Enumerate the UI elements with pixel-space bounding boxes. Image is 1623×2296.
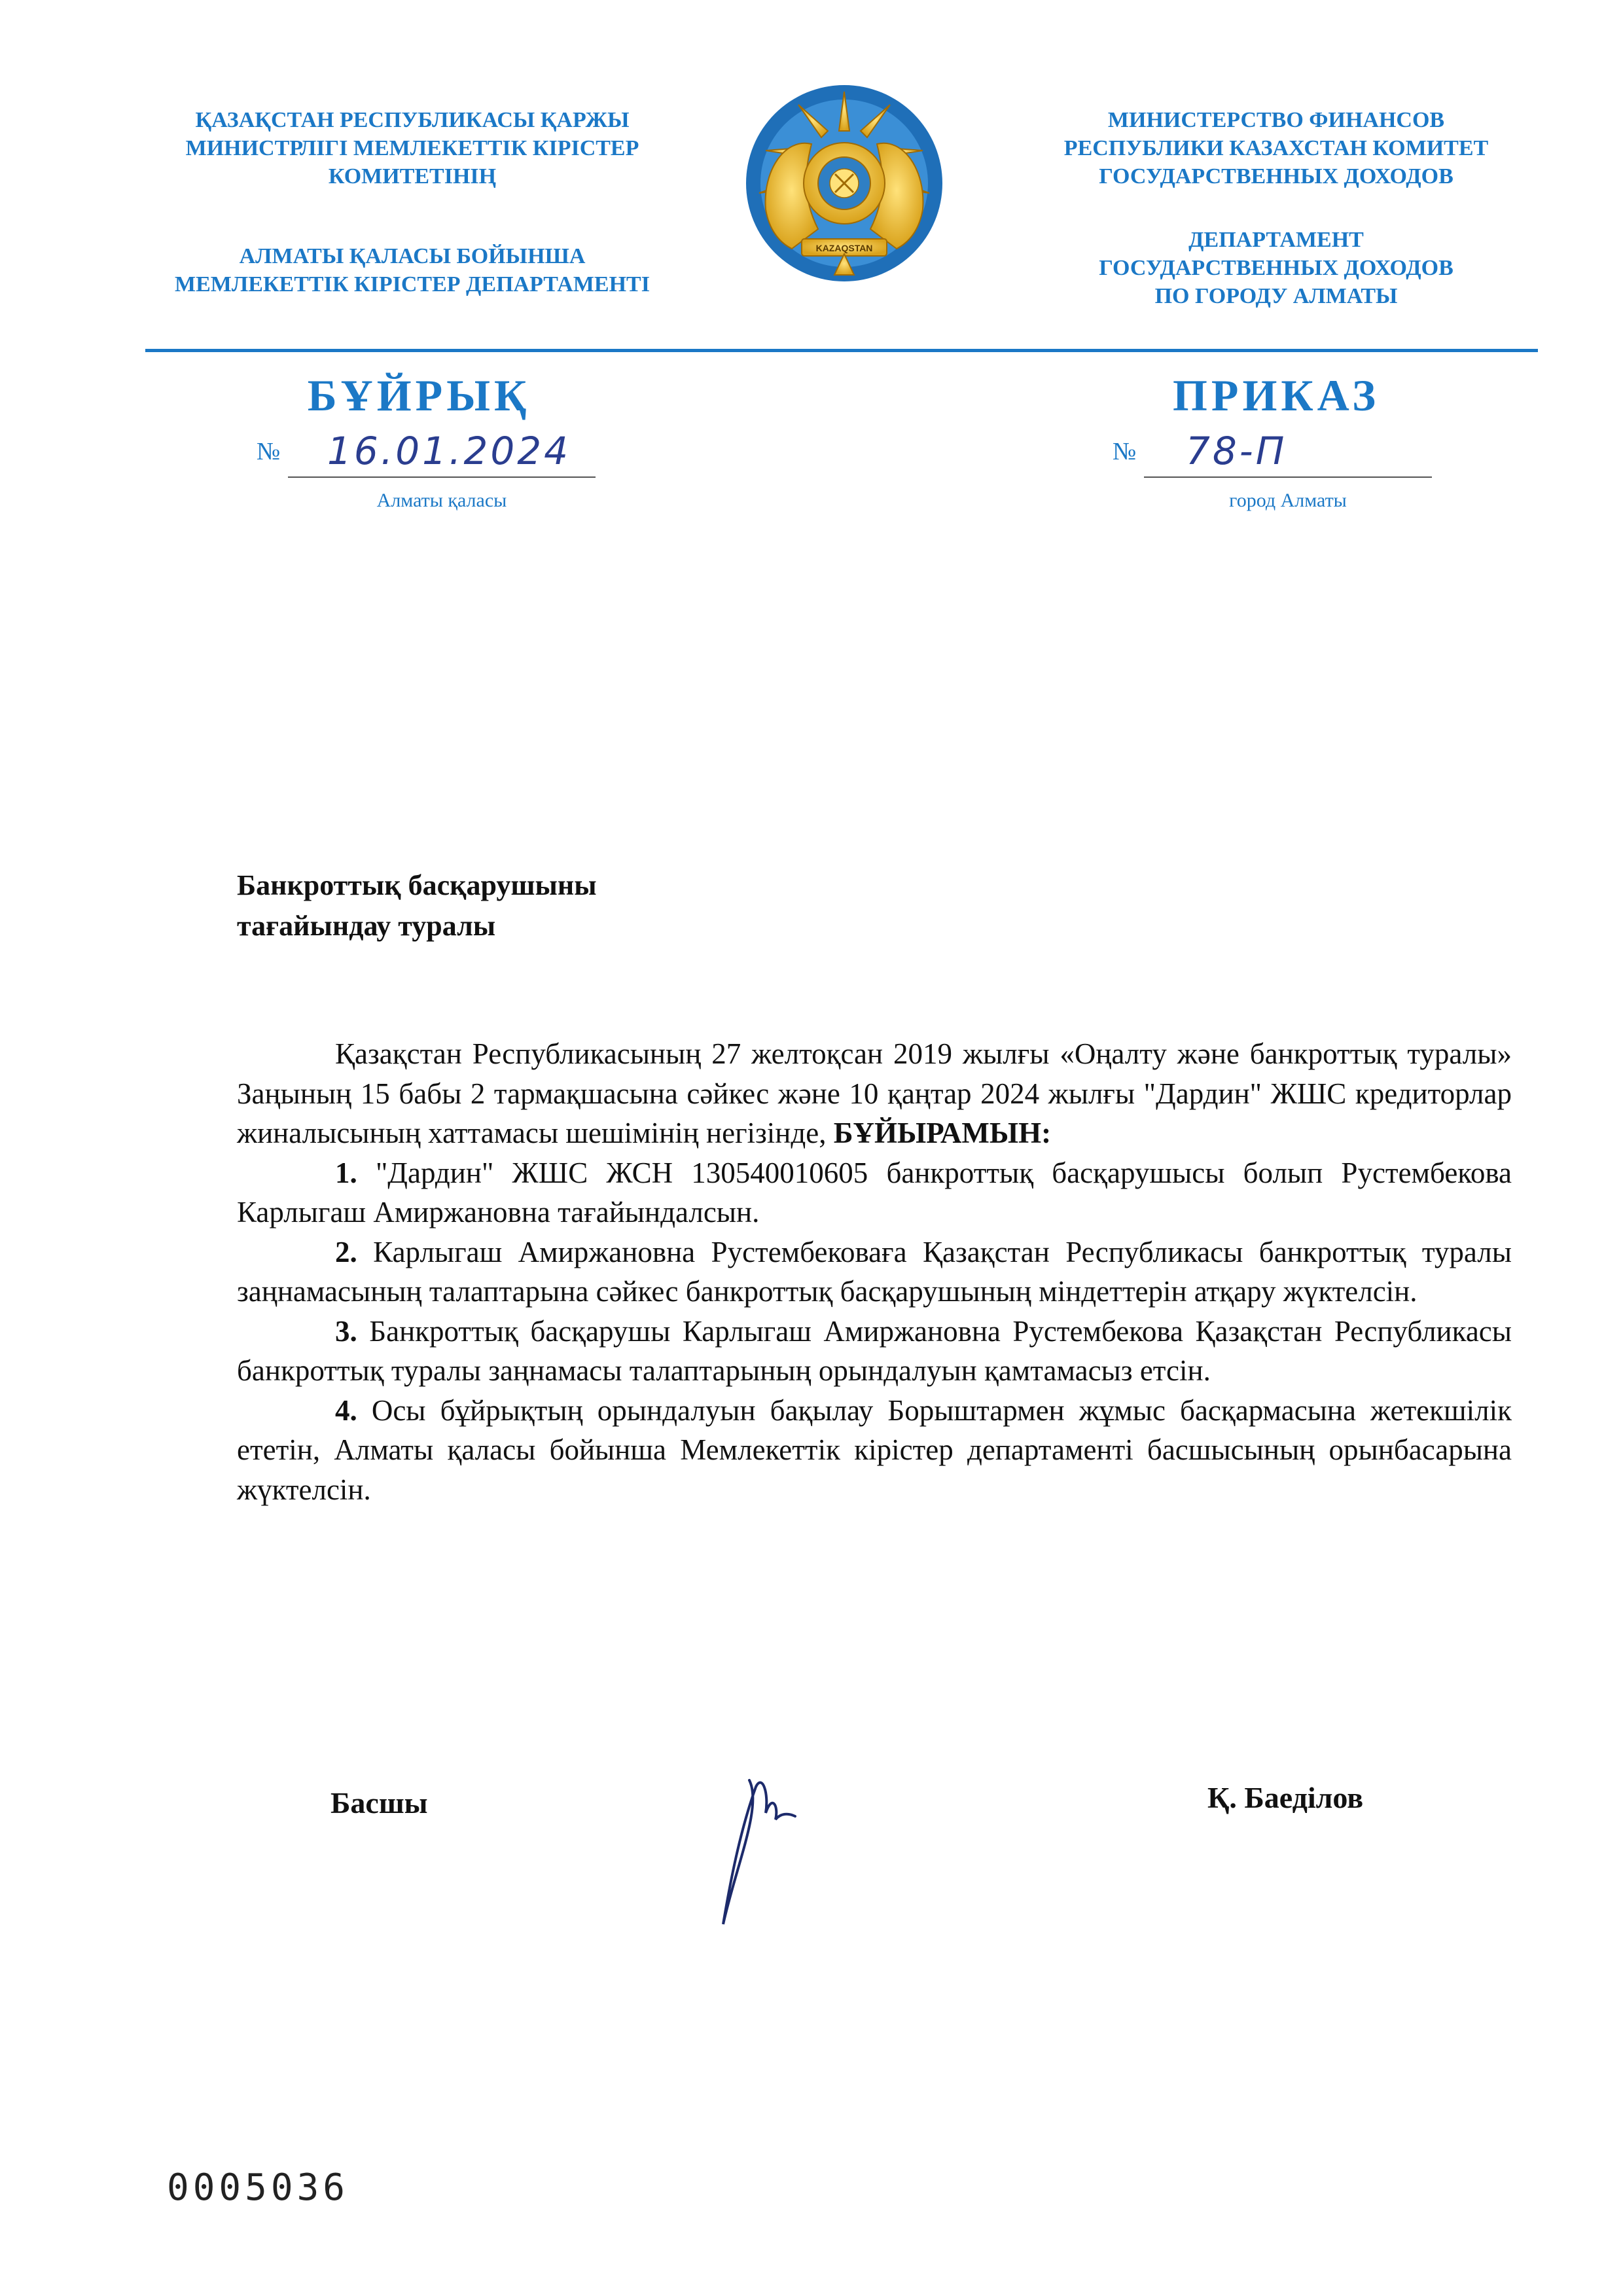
place-ru: город Алматы bbox=[1229, 490, 1347, 511]
header-kz-line: АЛМАТЫ ҚАЛАСЫ БОЙЫНША bbox=[239, 244, 586, 268]
header-ru-department bbox=[1008, 226, 1544, 310]
handwritten-number: 78-П bbox=[1186, 429, 1287, 473]
number-sign-ru: № bbox=[1113, 438, 1137, 465]
item-number: 4. bbox=[335, 1393, 357, 1427]
number-sign-kz: № bbox=[257, 438, 281, 465]
header-kz-line: ҚАЗАҚСТАН РЕСПУБЛИКАСЫ ҚАРЖЫ bbox=[195, 108, 630, 132]
subject-line: Банкроттық басқарушыны bbox=[237, 869, 597, 901]
signatory-title: Басшы bbox=[330, 1786, 428, 1820]
intro-text: Қазақстан Республикасының 27 желтоқсан 2019 жылғы «Оңалту және банкроттық туралы» Заңының 15 бабы 2 тармақшасына сәйкес және 10 қаңтар 2024 жылғы "Дардин" ЖШС кредиторлар жиналысының хаттамасы шешімінің негізінде, bbox=[237, 1037, 1512, 1149]
header-ru-committee bbox=[1008, 106, 1544, 190]
place-kz: Алматы қаласы bbox=[376, 490, 507, 511]
header-kz-line: КОМИТЕТІНІҢ bbox=[328, 164, 497, 188]
item-text: "Дардин" ЖШС ЖСН 130540010605 банкроттық басқарушысы болып Рустембекова Карлыгаш Амиржановна тағайындалсын. bbox=[237, 1156, 1512, 1229]
svg-text:KAZAQSTAN: KAZAQSTAN bbox=[815, 243, 873, 253]
body-item bbox=[237, 1153, 1512, 1232]
body-item bbox=[237, 1391, 1512, 1510]
header-kz-committee bbox=[131, 106, 694, 190]
item-number: 3. bbox=[335, 1314, 357, 1348]
number-line-kz bbox=[288, 476, 596, 478]
serial-number: 0005036 bbox=[167, 2166, 349, 2209]
header-ru-line: РЕСПУБЛИКИ КАЗАХСТАН КОМИТЕТ bbox=[1063, 136, 1489, 160]
document-body bbox=[237, 1034, 1512, 1509]
body-item bbox=[237, 1232, 1512, 1312]
handwritten-date: 16.01.2024 bbox=[327, 429, 571, 473]
signatory-name: Қ. Баеділов bbox=[1207, 1781, 1364, 1814]
header-kz-line: МЕМЛЕКЕТТІК КІРІСТЕР ДЕПАРТАМЕНТІ bbox=[175, 272, 650, 296]
header-ru-line: ГОСУДАРСТВЕННЫХ ДОХОДОВ bbox=[1099, 164, 1454, 188]
item-text: Осы бұйрықтың орындалуын бақылау Борыштармен жұмыс басқармасына жетекшілік ететін, Алматы қаласы бойынша Мемлекеттік кірістер департаменті басшысының орынбасарына жүктелсін. bbox=[237, 1393, 1512, 1506]
order-title-kz: БҰЙРЫҚ bbox=[307, 370, 531, 420]
header-kz-department bbox=[131, 242, 694, 298]
header-ru-line: ДЕПАРТАМЕНТ bbox=[1188, 228, 1364, 252]
item-number: 1. bbox=[335, 1156, 357, 1189]
item-text: Карлыгаш Амиржановна Рустембековаға Қазақстан Республикасы банкроттық туралы заңнамасының талаптарына сәйкес банкроттық басқарушының міндеттерін атқару жүктелсін. bbox=[237, 1235, 1512, 1308]
item-text: Банкроттық басқарушы Карлыгаш Амиржановна Рустембекова Қазақстан Республикасы банкроттық туралы заңнамасы талаптарының орындалуын қамтамасыз етсін. bbox=[237, 1314, 1512, 1387]
state-emblem-icon bbox=[740, 79, 949, 288]
body-intro bbox=[237, 1034, 1512, 1153]
header-divider bbox=[145, 349, 1538, 352]
order-title-ru: ПРИКАЗ bbox=[1173, 370, 1380, 420]
item-number: 2. bbox=[335, 1235, 357, 1268]
header-kz-line: МИНИСТРЛІГІ МЕМЛЕКЕТТІК КІРІСТЕР bbox=[185, 136, 639, 160]
handwritten-signature bbox=[710, 1767, 841, 1964]
body-item bbox=[237, 1312, 1512, 1391]
subject-line: тағайындау туралы bbox=[237, 910, 496, 942]
intro-command: БҰЙЫРАМЫН: bbox=[833, 1117, 1052, 1149]
number-line-ru bbox=[1144, 476, 1432, 478]
document-subject bbox=[237, 865, 597, 946]
header-ru-line: ГОСУДАРСТВЕННЫХ ДОХОДОВ bbox=[1099, 256, 1454, 280]
header-ru-line: МИНИСТЕРСТВО ФИНАНСОВ bbox=[1107, 108, 1445, 132]
header-ru-line: ПО ГОРОДУ АЛМАТЫ bbox=[1154, 284, 1398, 308]
